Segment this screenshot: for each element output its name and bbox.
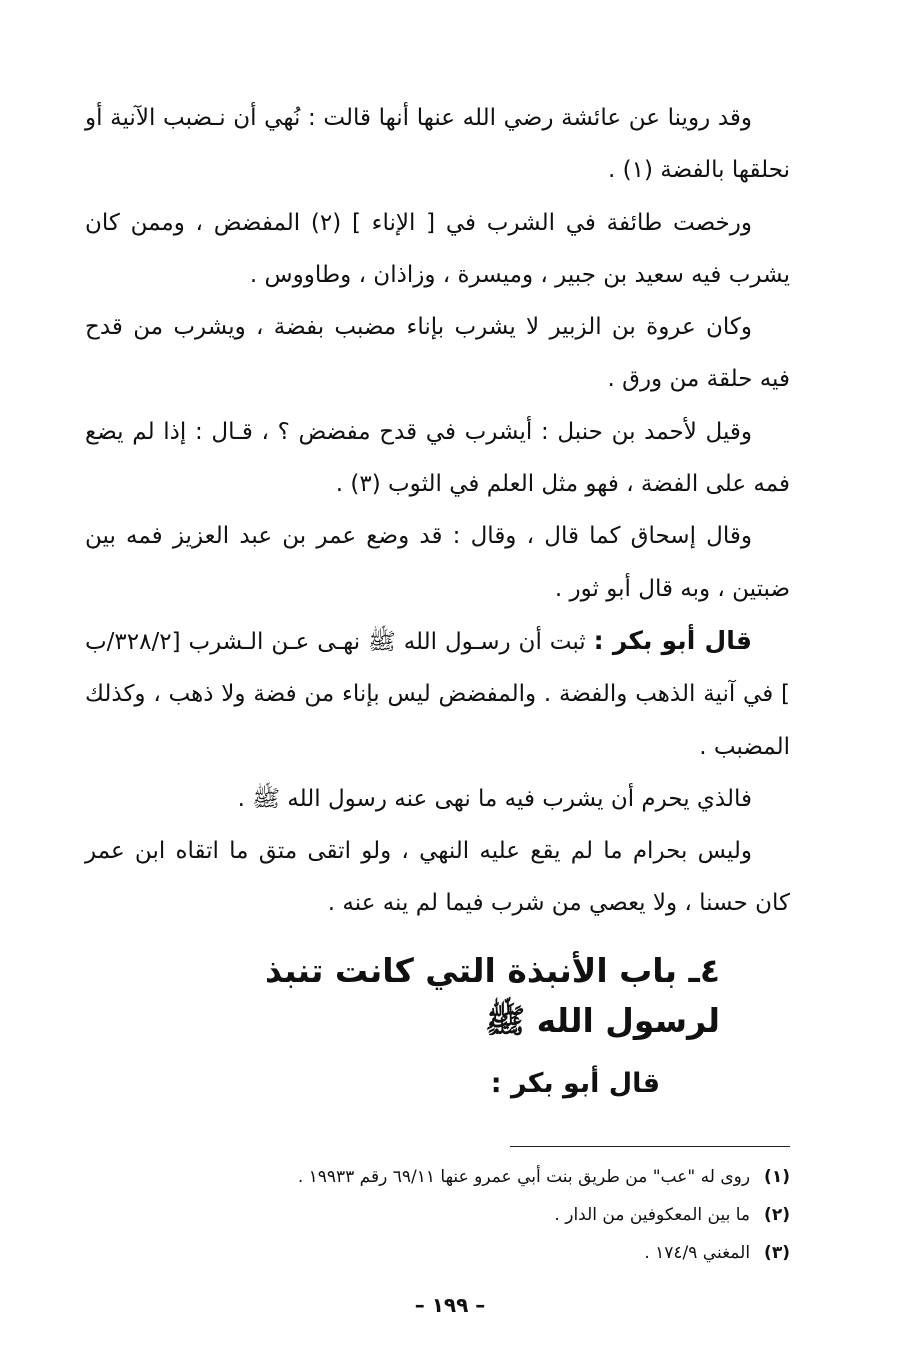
paragraph-ishaq: وقال إسحاق كما قال ، وقال : قد وضع عمر بن عبد العزيز فمه بين ضبتين ، وبه قال أبو ثور . <box>85 523 790 602</box>
footnote-3 <box>85 1234 790 1272</box>
paragraph-ahmad: وقيل لأحمد بن حنبل : أيشرب في قدح مفضض ؟ ، قـال : إذا لم يضع فمه على الفضة ، فهو مثل العلم في الثوب (٣) . <box>85 418 790 498</box>
footnotes <box>85 1158 790 1272</box>
footnote-number: (٣) <box>764 1243 790 1263</box>
footnote-divider <box>510 1146 790 1147</box>
footnote-text: روى له "عب" من طريق بنت أبي عمرو عنها ٦٩/١١ رقم ١٩٩٣٣ . <box>297 1167 751 1187</box>
paragraph-aisha: وقد روينا عن عائشة رضي الله عنها أنها قالت : نُهي أن نـضبب الآنية أو نحلقها بالفضة (١) . <box>85 105 790 184</box>
footnote-text: ما بين المعكوفين من الدار . <box>554 1205 751 1225</box>
sub-heading: قال أبو بكر : <box>490 1068 660 1099</box>
paragraph-forbidden: فالذي يحرم أن يشرب فيه ما نهى عنه رسول الله ﷺ . <box>237 785 752 812</box>
main-text <box>85 92 790 930</box>
footnote-1 <box>85 1158 790 1196</box>
paragraph-not-forbidden: وليس بحرام ما لم يقع عليه النهي ، ولو اتقى متق ما اتقاه ابن عمر كان حسنا ، ولا يعصي من شرب فيما لم ينه عنه . <box>85 838 790 917</box>
footnote-number: (١) <box>764 1167 790 1187</box>
page-number: – ١٩٩ – <box>414 1293 486 1317</box>
paragraph-urwa: وكان عروة بن الزبير لا يشرب بإناء مضبب بفضة ، ويشرب من قدح فيه حلقة من ورق . <box>85 314 790 393</box>
speaker-text: ثبت أن رسـول الله ﷺ نهـى عـن الـشرب [٣٢٨/٢/ب ] في آنية الذهب والفضة . والمفضض ليس بإناء من فضة ولا ذهب ، وكذلك المضبب . <box>85 628 790 760</box>
speaker-label: قال أبو بكر : <box>593 625 753 655</box>
footnote-number: (٢) <box>764 1205 790 1225</box>
paragraph-abu-bakr <box>85 615 790 773</box>
paragraph-permission: ورخصت طائفة في الشرب في [ الإناء ] (٢) المفضض ، وممن كان يشرب فيه سعيد بن جبير ، وميسرة ، وزاذان ، وطاووس . <box>85 209 790 288</box>
footnote-text: المغني ١٧٤/٩ . <box>644 1243 751 1263</box>
section-heading: ٤ـ باب الأنبذة التي كانت تنبذ لرسول الله ﷺ <box>265 951 720 1040</box>
footnote-2 <box>85 1196 790 1234</box>
